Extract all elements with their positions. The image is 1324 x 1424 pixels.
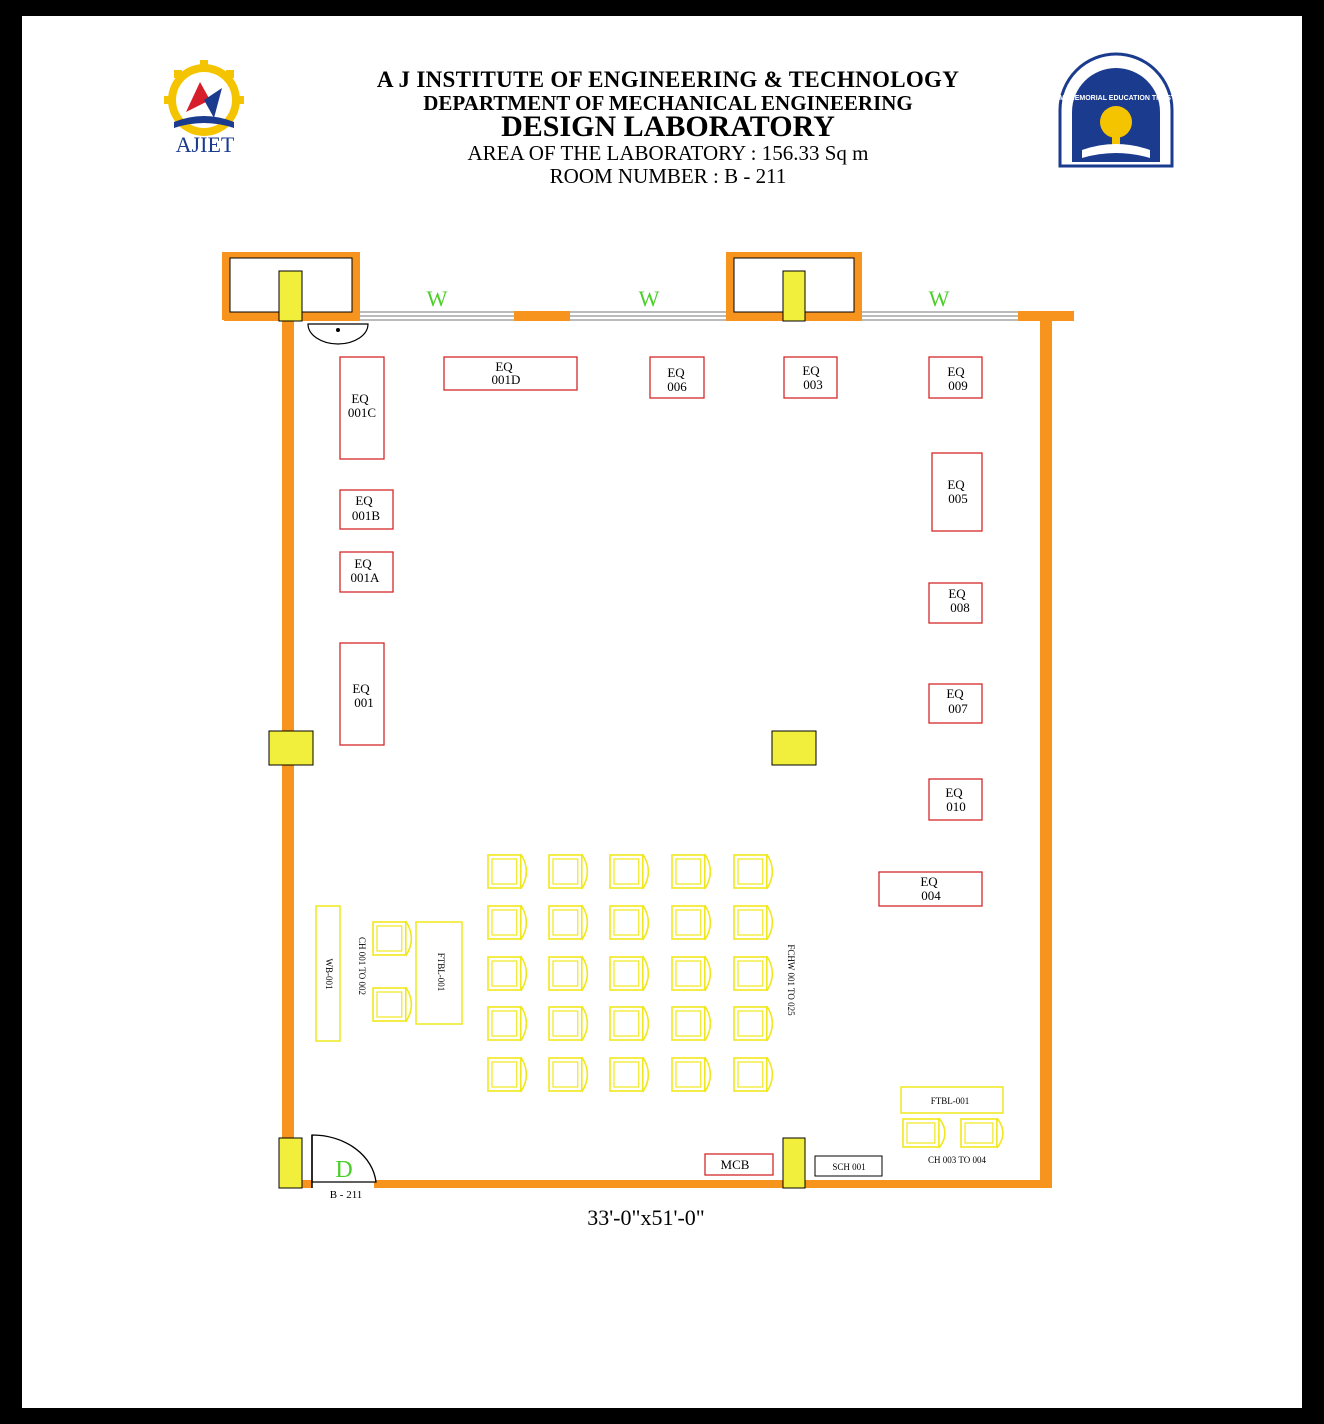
chair-icon	[672, 956, 710, 991]
side-chairs	[903, 1118, 1003, 1148]
faculty-chairs	[373, 921, 411, 1022]
chair-icon	[610, 854, 648, 889]
trust-logo-text: LAXMI MEMORIAL EDUCATION TRUST (R)	[1045, 95, 1187, 102]
equipment-label: EQ	[354, 556, 372, 571]
chair-icon	[549, 1006, 587, 1041]
equipment-label: EQ	[920, 874, 938, 889]
equipment-label: EQ	[667, 365, 685, 380]
column	[269, 731, 313, 765]
equipment-labels	[348, 359, 970, 903]
chair-icon	[610, 905, 648, 940]
table-label: FTBL-001	[930, 1096, 970, 1106]
windows	[360, 312, 1018, 320]
equipment-label: 010	[946, 799, 966, 814]
lab-area: AREA OF THE LABORATORY : 156.33 Sq m	[467, 141, 869, 165]
chair-icon	[610, 956, 648, 991]
column	[783, 271, 805, 321]
chair-icon	[672, 854, 710, 889]
chair-icon	[961, 1118, 1003, 1148]
chair-icon	[734, 956, 772, 991]
equipment-label: 001A	[350, 570, 380, 585]
mcb-panel	[705, 1154, 773, 1175]
column	[783, 1138, 805, 1188]
equipment-label: EQ	[802, 363, 820, 378]
chair-icon	[549, 1057, 587, 1092]
ajiet-logo-text: AJIET	[175, 132, 235, 157]
chair-icon	[488, 854, 526, 889]
equipment-label: 001C	[347, 405, 377, 420]
equipment-label: 001B	[351, 508, 381, 523]
lab-title: DESIGN LABORATORY	[501, 110, 835, 143]
equipment	[340, 357, 982, 906]
equipment-label: EQ	[948, 586, 966, 601]
column	[279, 271, 302, 321]
chair-icon	[672, 1057, 710, 1092]
equipment-label: EQ	[946, 686, 964, 701]
wash-basin	[308, 324, 368, 344]
chair-icon	[734, 905, 772, 940]
chair-icon	[549, 854, 587, 889]
equipment-label: EQ	[351, 391, 369, 406]
equipment-label: 005	[948, 491, 968, 506]
chair-icon	[488, 1057, 526, 1092]
equipment-label: 007	[948, 701, 968, 716]
column	[772, 731, 816, 765]
chair-icon	[610, 1057, 648, 1092]
chairs-label: CH 003 TO 004	[928, 1155, 986, 1165]
equipment-label: EQ	[495, 359, 513, 374]
door[interactable]	[312, 1135, 376, 1188]
chair-icon	[373, 921, 411, 956]
equipment-label: 001D	[491, 372, 521, 387]
chair-icon	[734, 1006, 772, 1041]
equipment-label: EQ	[947, 477, 965, 492]
window-label: W	[928, 286, 950, 311]
chair-icon	[672, 905, 710, 940]
chair-icon	[903, 1118, 945, 1148]
chair-icon	[549, 956, 587, 991]
room-label: B - 211	[329, 1189, 363, 1201]
chair-icon	[734, 854, 772, 889]
faculty-chairs-label: CH 001 TO 002	[357, 937, 367, 995]
equipment-label: EQ	[352, 681, 370, 696]
equipment-label: 001	[354, 695, 374, 710]
chair-icon	[610, 1006, 648, 1041]
chair-icon	[488, 905, 526, 940]
window-label: W	[426, 286, 448, 311]
mcb-label: MCB	[720, 1157, 750, 1172]
chair-icon	[549, 905, 587, 940]
equipment-label: EQ	[355, 493, 373, 508]
whiteboard-label: WB-001	[324, 958, 334, 990]
equipment-label: 006	[667, 379, 687, 394]
window-label: W	[638, 286, 660, 311]
equipment-label: 009	[948, 378, 968, 393]
chair-icon	[734, 1057, 772, 1092]
trust-logo	[1045, 54, 1187, 166]
student-chairs-label: FCHW 001 TO 025	[786, 944, 796, 1016]
gear-icon	[164, 60, 244, 136]
faculty-table-label: FTBL-001	[436, 952, 446, 992]
door-label: D	[335, 1157, 353, 1183]
equipment-label: 004	[921, 888, 941, 903]
institute-title: A J INSTITUTE OF ENGINEERING & TECHNOLOGY	[376, 67, 960, 92]
dimensions-label: 33'-0"x51'-0"	[587, 1205, 705, 1230]
equipment-label: 008	[950, 600, 970, 615]
student-chair-grid	[488, 854, 772, 1092]
equipment-label: EQ	[947, 364, 965, 379]
department-title: DEPARTMENT OF MECHANICAL ENGINEERING	[423, 91, 913, 115]
equipment-label: EQ	[945, 785, 963, 800]
chair-icon	[488, 956, 526, 991]
chair-icon	[672, 1006, 710, 1041]
column	[279, 1138, 302, 1188]
chair-icon	[488, 1006, 526, 1041]
equipment-label: 003	[803, 377, 823, 392]
room-number: ROOM NUMBER : B - 211	[549, 164, 787, 188]
sch-cabinet	[815, 1156, 882, 1176]
ajiet-logo	[164, 60, 244, 157]
sch-label: SCH 001	[832, 1162, 866, 1172]
chair-icon	[373, 987, 411, 1022]
